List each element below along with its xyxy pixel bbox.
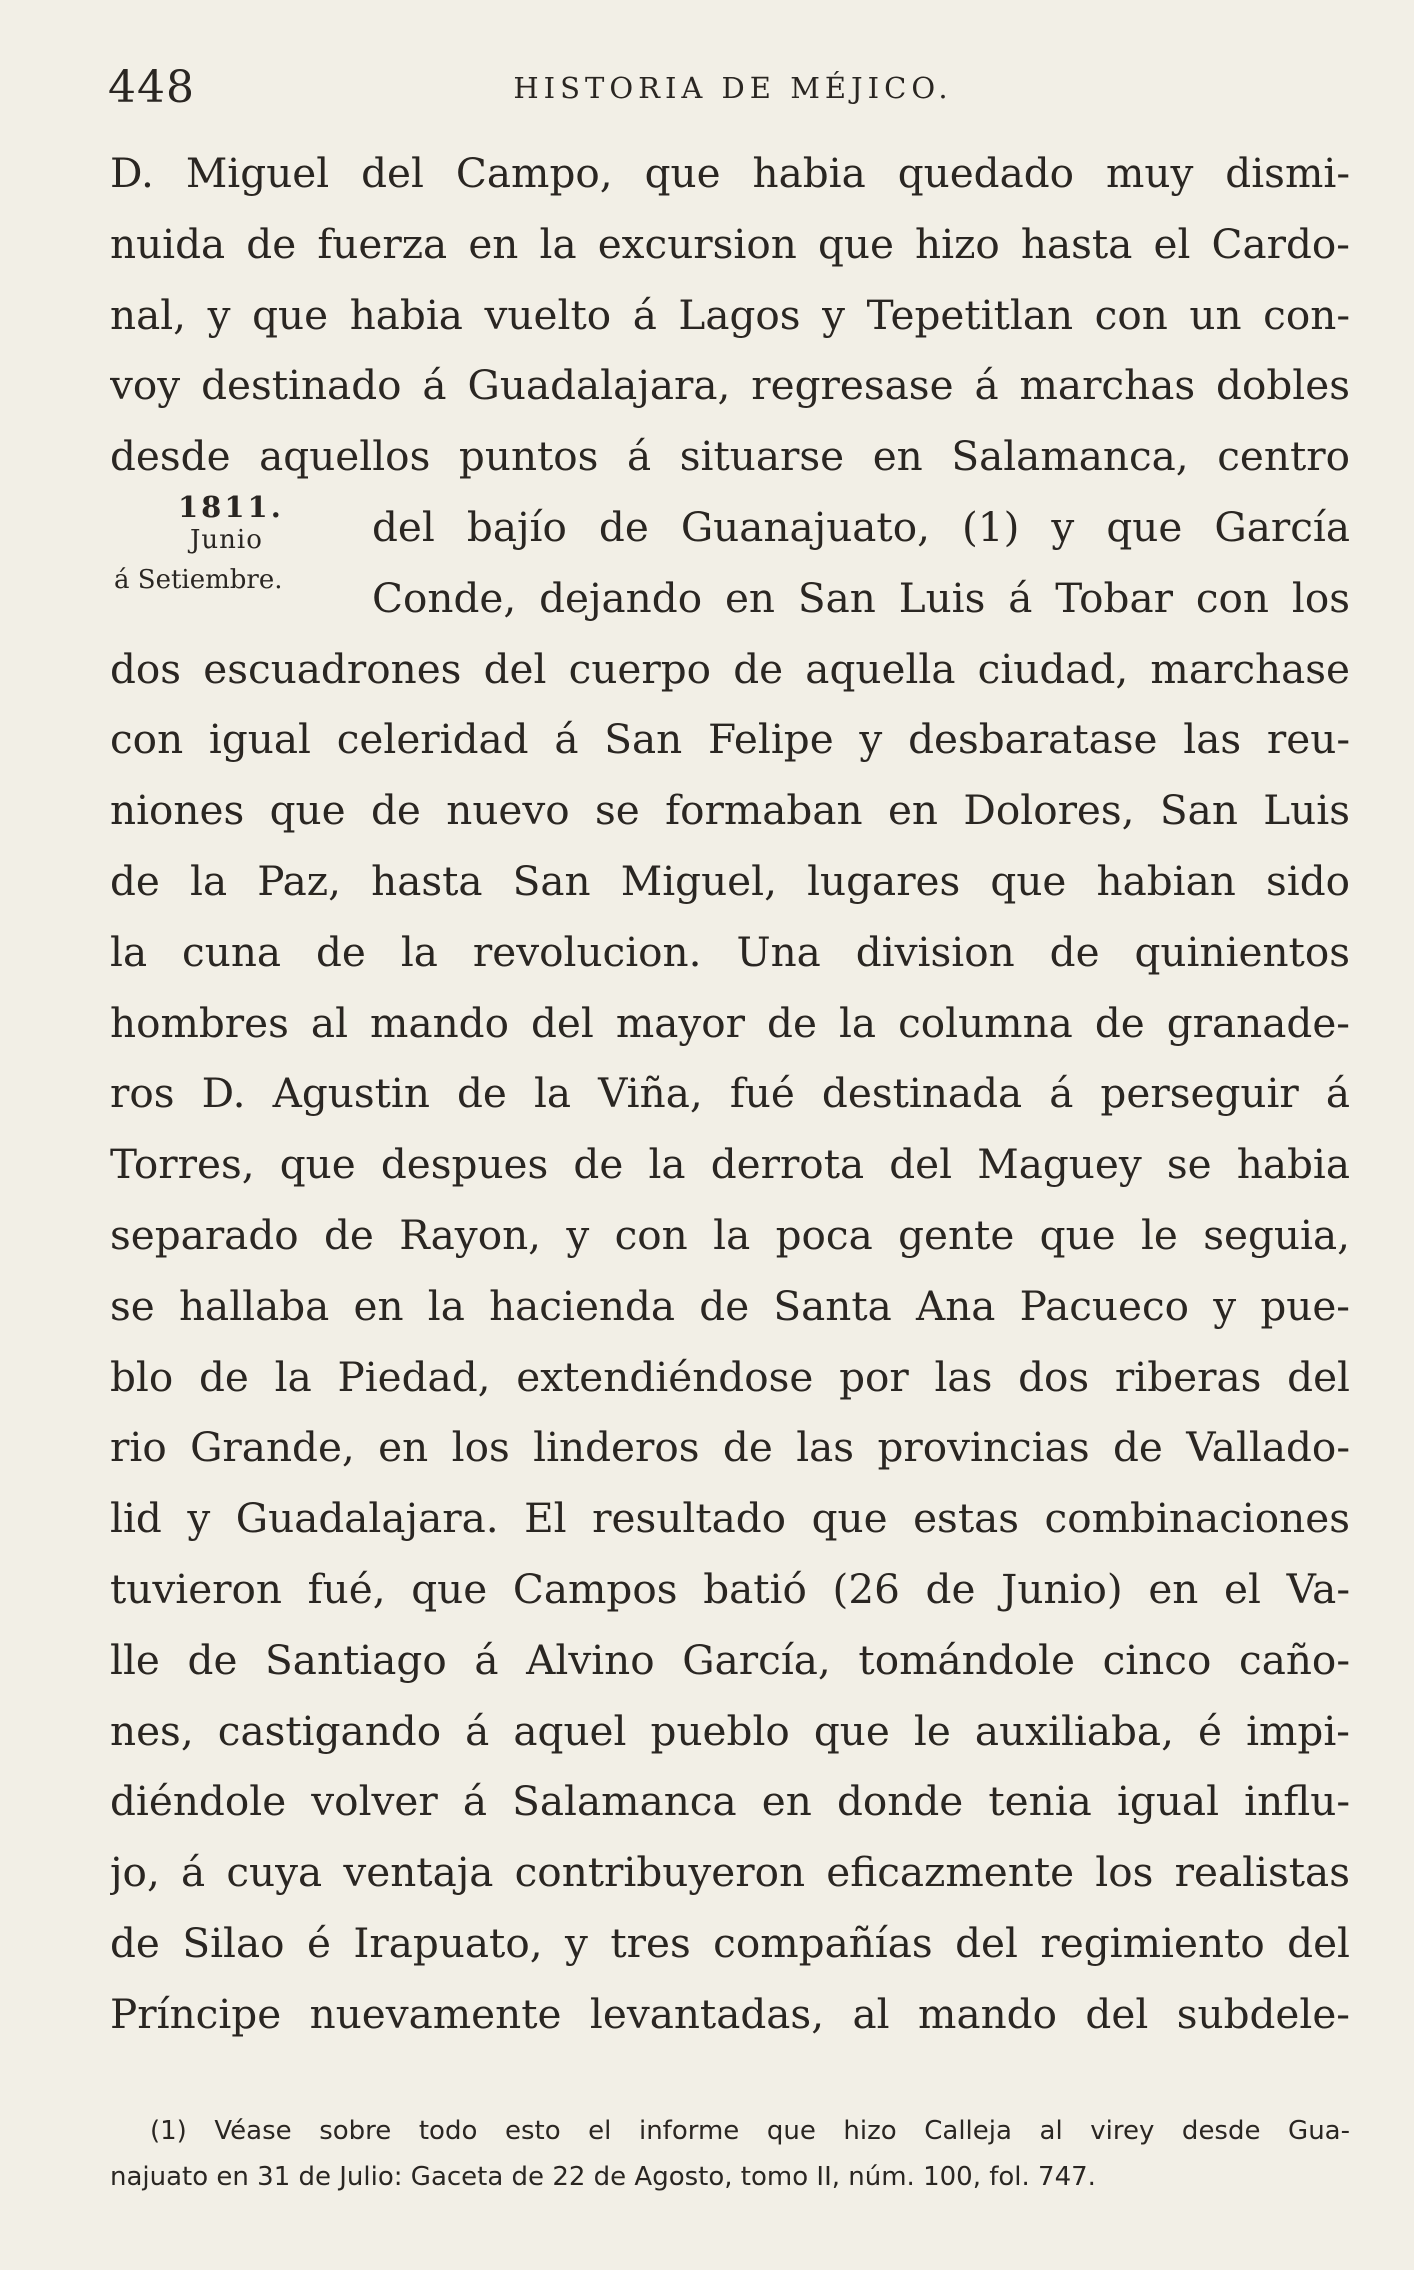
running-title: HISTORIA DE MÉJICO. (513, 71, 953, 105)
text-line: Príncipe nuevamente levantadas, al mando del subdele- (110, 1989, 1350, 2038)
text-line: separado de Rayon, y con la poca gente que le seguia, (110, 1210, 1350, 1259)
footnote-line: (1) Véase sobre todo esto el informe que hizo Calleja al virey desde Gua- (150, 2116, 1350, 2146)
text-line: nal, y que habia vuelto á Lagos y Tepetitlan con un con- (110, 290, 1350, 339)
page-number: 448 (108, 62, 195, 113)
margin-note-year: 1811. (178, 490, 284, 524)
body-text (110, 138, 1350, 2050)
footnote-line: najuato en 31 de Julio: Gaceta de 22 de Agosto, tomo II, núm. 100, fol. 747. (110, 2162, 1096, 2192)
text-line: lid y Guadalajara. El resultado que estas combinaciones (110, 1494, 1350, 1543)
text-line: nes, castigando á aquel pueblo que le auxiliaba, é impi- (110, 1706, 1350, 1755)
text-line: diéndole volver á Salamanca en donde tenia igual influ- (110, 1777, 1350, 1826)
text-line: se hallaba en la hacienda de Santa Ana Pacueco y pue- (110, 1281, 1350, 1330)
text-line: Torres, que despues de la derrota del Maguey se habia (110, 1140, 1350, 1189)
text-line: tuvieron fué, que Campos batió (26 de Junio) en el Va- (110, 1564, 1350, 1613)
text-line: lle de Santiago á Alvino García, tomándole cinco caño- (110, 1635, 1350, 1684)
page-header (108, 58, 1358, 118)
text-line: Conde, dejando en San Luis á Tobar con los (372, 573, 1350, 622)
text-line: dos escuadrones del cuerpo de aquella ciudad, marchase (110, 644, 1350, 693)
text-line: la cuna de la revolucion. Una division de quinientos (110, 927, 1350, 976)
text-line: nuida de fuerza en la excursion que hizo hasta el Cardo- (110, 219, 1350, 268)
text-line: de la Paz, hasta San Miguel, lugares que habian sido (110, 856, 1350, 905)
text-line: desde aquellos puntos á situarse en Salamanca, centro (110, 432, 1350, 481)
text-line: hombres al mando del mayor de la columna de granade- (110, 998, 1350, 1047)
text-line: rio Grande, en los linderos de las provincias de Vallado- (110, 1423, 1350, 1472)
text-line: D. Miguel del Campo, que habia quedado muy dismi- (110, 149, 1350, 197)
margin-note-range: á Setiembre. (114, 565, 283, 595)
text-line: voy destinado á Guadalajara, regresase á marchas dobles (110, 361, 1350, 410)
text-line: de Silao é Irapuato, y tres compañías del regimiento del (110, 1918, 1350, 1967)
text-line: ros D. Agustin de la Viña, fué destinada á perseguir á (110, 1069, 1350, 1118)
margin-note-month: Junio (190, 525, 263, 555)
text-line: jo, á cuya ventaja contribuyeron eficazmente los realistas (110, 1848, 1350, 1897)
text-line: con igual celeridad á San Felipe y desbaratase las reu- (110, 715, 1350, 764)
text-line: blo de la Piedad, extendiéndose por las dos riberas del (110, 1352, 1350, 1401)
text-line: del bajío de Guanajuato, (1) y que García (372, 502, 1350, 551)
text-line: niones que de nuevo se formaban en Dolores, San Luis (110, 786, 1350, 835)
footnote (110, 2108, 1350, 2200)
